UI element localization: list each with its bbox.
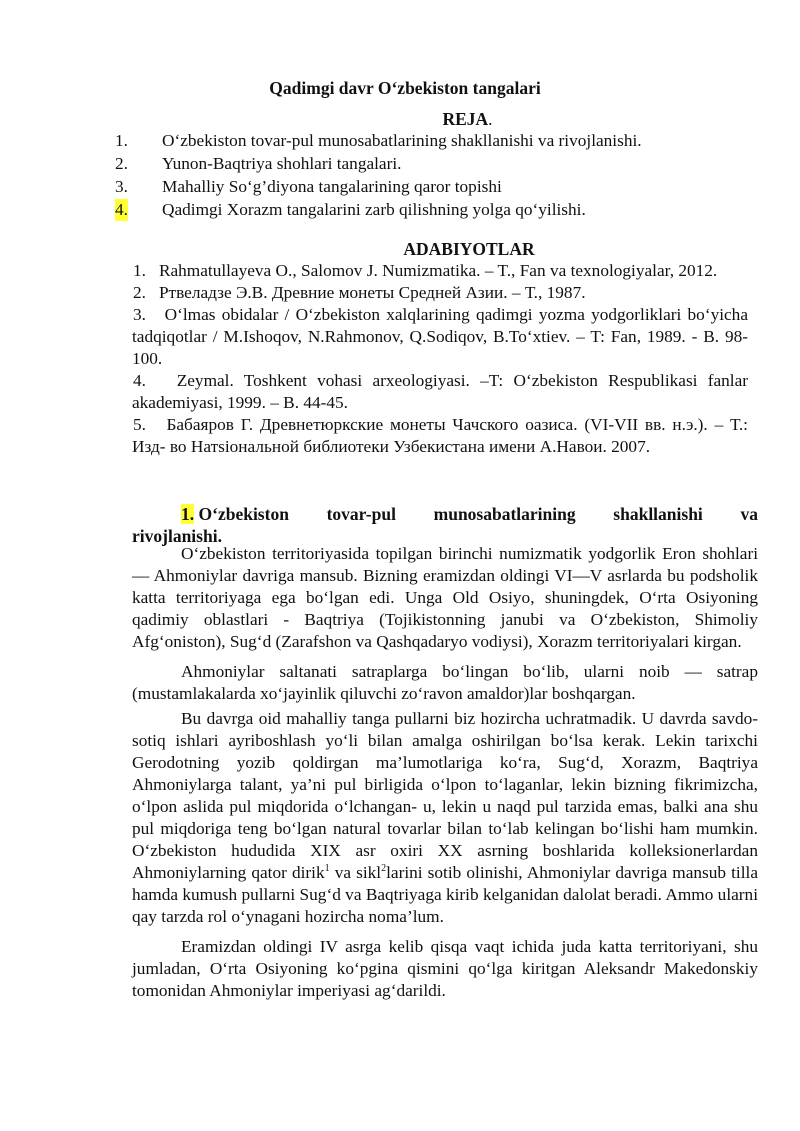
- section-heading-word: O‘zbekiston: [198, 504, 289, 524]
- footnote-marker[interactable]: 2: [381, 863, 387, 874]
- body-paragraph: O‘zbekiston territoriyasida topilgan birinchi numizmatik yodgorlik Eron shohlari — Ahmoniylar davriga mansub. Bizning eramizdan oldingi VI—V asrlarda bu podsholik katta territoriyaga ega bo‘lgan edi. Unga Old Osiyo, shuningdek, O‘rta Osiyoning qadimiy oblastlari - Baqtriya (Tojikistonning janubi va O‘zbekiston, Shimoliy Afg‘oniston), Sug‘d (Zarafshon va Qashqadaryo vodiysi), Xorazm territoriyalari kirgan.: [132, 544, 758, 651]
- plan-item: [0, 130, 800, 153]
- section-heading-word: tovar-pul: [326, 504, 396, 524]
- paragraph-text: larini sotib olinishi, Ahmoniylar davriga mansub tilla hamda kumush pullarni Sug‘d va Baqtriyaga kirib kelganidan dalolat beradi. Ammo ularni qay tarzda rol o‘ynagani hozircha noma’lum.: [132, 863, 759, 926]
- section-heading-word: shakllanishi: [613, 504, 703, 524]
- section-heading-word: va: [740, 504, 758, 524]
- reference-item: [132, 414, 748, 458]
- section-heading: [132, 503, 758, 547]
- reference-text: Rahmatullayeva O., Salomov J. Numizmatika. – T., Fan va texnologiyalar, 2012.: [158, 261, 718, 280]
- paragraph-text: Bu davrga oid mahalliy tanga pullarni biz hozircha uchratmadik. U davrda savdo-sotiq ishlari ayriboshlash yo‘li bilan amalga oshirilgan bo‘lsa kerak. Lekin tarixchi Gerodotning yozib qoldirgan ma’lumotlariga ko‘ra, Sug‘d, Xorazm, Baqtriya Ahmoniylarga talant, ya’ni pul birligida o‘lpon to‘laganlar, lekin bizning fikrimizcha, o‘lpon aslida pul miqdorida o‘lchangan- u, lekin u naqd pul tarzida emas, balki ana shu pul miqdoriga teng bo‘lgan natural tovarlar bilan to‘lab kelingan bo‘lishi ham mumkin. O‘zbekiston hududida XIX asr oxiri XX asrning boshlarida kolleksionerlardan Ahmoniylarning qator dirik: [132, 709, 758, 882]
- reference-item: [132, 304, 748, 370]
- references-heading: ADABIYOTLAR: [403, 239, 535, 259]
- reference-number: 1.: [133, 261, 146, 280]
- section-heading-lead: [181, 503, 289, 525]
- reference-number: 5.: [133, 415, 146, 434]
- reference-number: 3.: [133, 305, 146, 324]
- reference-text: Zeymal. Toshkent vohasi arxeologiyasi. –T: O‘zbekiston Respublikasi fanlar akademiyasi, 1999. – B. 44-45.: [132, 371, 748, 412]
- plan-item-number-highlighted: 4.: [115, 200, 128, 219]
- plan-item-text: Mahalliy So‘g’diyona tangalarining qaror topishi: [162, 177, 502, 196]
- plan-heading-text: REJA: [442, 109, 489, 129]
- plan-list: [0, 130, 800, 222]
- reference-text: Ртвеладзе Э.В. Древние монеты Средней Азии. – Т., 1987.: [158, 283, 586, 302]
- reference-number: 4.: [133, 371, 146, 390]
- plan-heading: [0, 108, 800, 130]
- paragraph-text: va sikl: [329, 863, 382, 882]
- plan-item-text: Yunon-Baqtriya shohlari tangalari.: [162, 154, 402, 173]
- body-paragraph: Eramizdan oldingi IV asrga kelib qisqa vaqt ichida juda katta territoriyani, shu jumladan, O‘rta Osiyoning ko‘pgina qismini qo‘lga kiritgan Aleksandr Makedonskiy tomonidan Ahmoniylar imperiyasi ag‘darildi.: [132, 937, 758, 1000]
- reference-text: O‘lmas obidalar / O‘zbekiston xalqlarining qadimgi yozma yodgorliklari bo‘yicha tadqiqotlar / M.Ishoqov, N.Rahmonov, Q.Sodiqov, B.To‘xtiev. – T: Fan, 1989. - B. 98-100.: [132, 305, 748, 368]
- reference-number: 2.: [133, 283, 146, 302]
- references-list: [132, 260, 748, 458]
- section-heading-word: munosabatlarining: [433, 504, 576, 524]
- reference-item: [132, 260, 748, 282]
- reference-item: [132, 282, 748, 304]
- plan-heading-dot: .: [488, 109, 493, 129]
- section-heading-tail: rivojlanishi.: [132, 526, 222, 546]
- section-number-highlighted: 1.: [181, 504, 195, 524]
- plan-item-text: Qadimgi Xorazm tangalarini zarb qilishning yolga qo‘yilishi.: [162, 200, 586, 219]
- plan-item: [0, 199, 800, 222]
- plan-item-number: 3.: [115, 177, 128, 196]
- plan-item: [0, 176, 800, 199]
- footnote-marker[interactable]: 1: [324, 863, 330, 874]
- section-body: [132, 543, 758, 1002]
- reference-text: Бабаяров Г. Древнетюркские монеты Чачского оазиса. (VI-VII вв. н.э.). – Т.: Изд- во Натsioнальной библиотеки Узбекистана имени А.Навои. 2007.: [132, 415, 748, 456]
- plan-item-number: 2.: [115, 154, 128, 173]
- body-paragraph: Ahmoniylar saltanati satraplarga bo‘lingan bo‘lib, ularni noib — satrap (mustamlakalarda xo‘jayinlik qiluvchi zo‘ravon amaldor)lar boshqargan.: [132, 662, 758, 703]
- document-title: Qadimgi davr O‘zbekiston tangalari: [269, 78, 541, 98]
- plan-item-number: 1.: [115, 131, 128, 150]
- section-heading-line: [132, 503, 758, 525]
- plan-item: [0, 153, 800, 176]
- body-paragraph: [132, 708, 758, 928]
- reference-item: [132, 370, 748, 414]
- plan-item-text: O‘zbekiston tovar-pul munosabatlarining shakllanishi va rivojlanishi.: [162, 131, 642, 150]
